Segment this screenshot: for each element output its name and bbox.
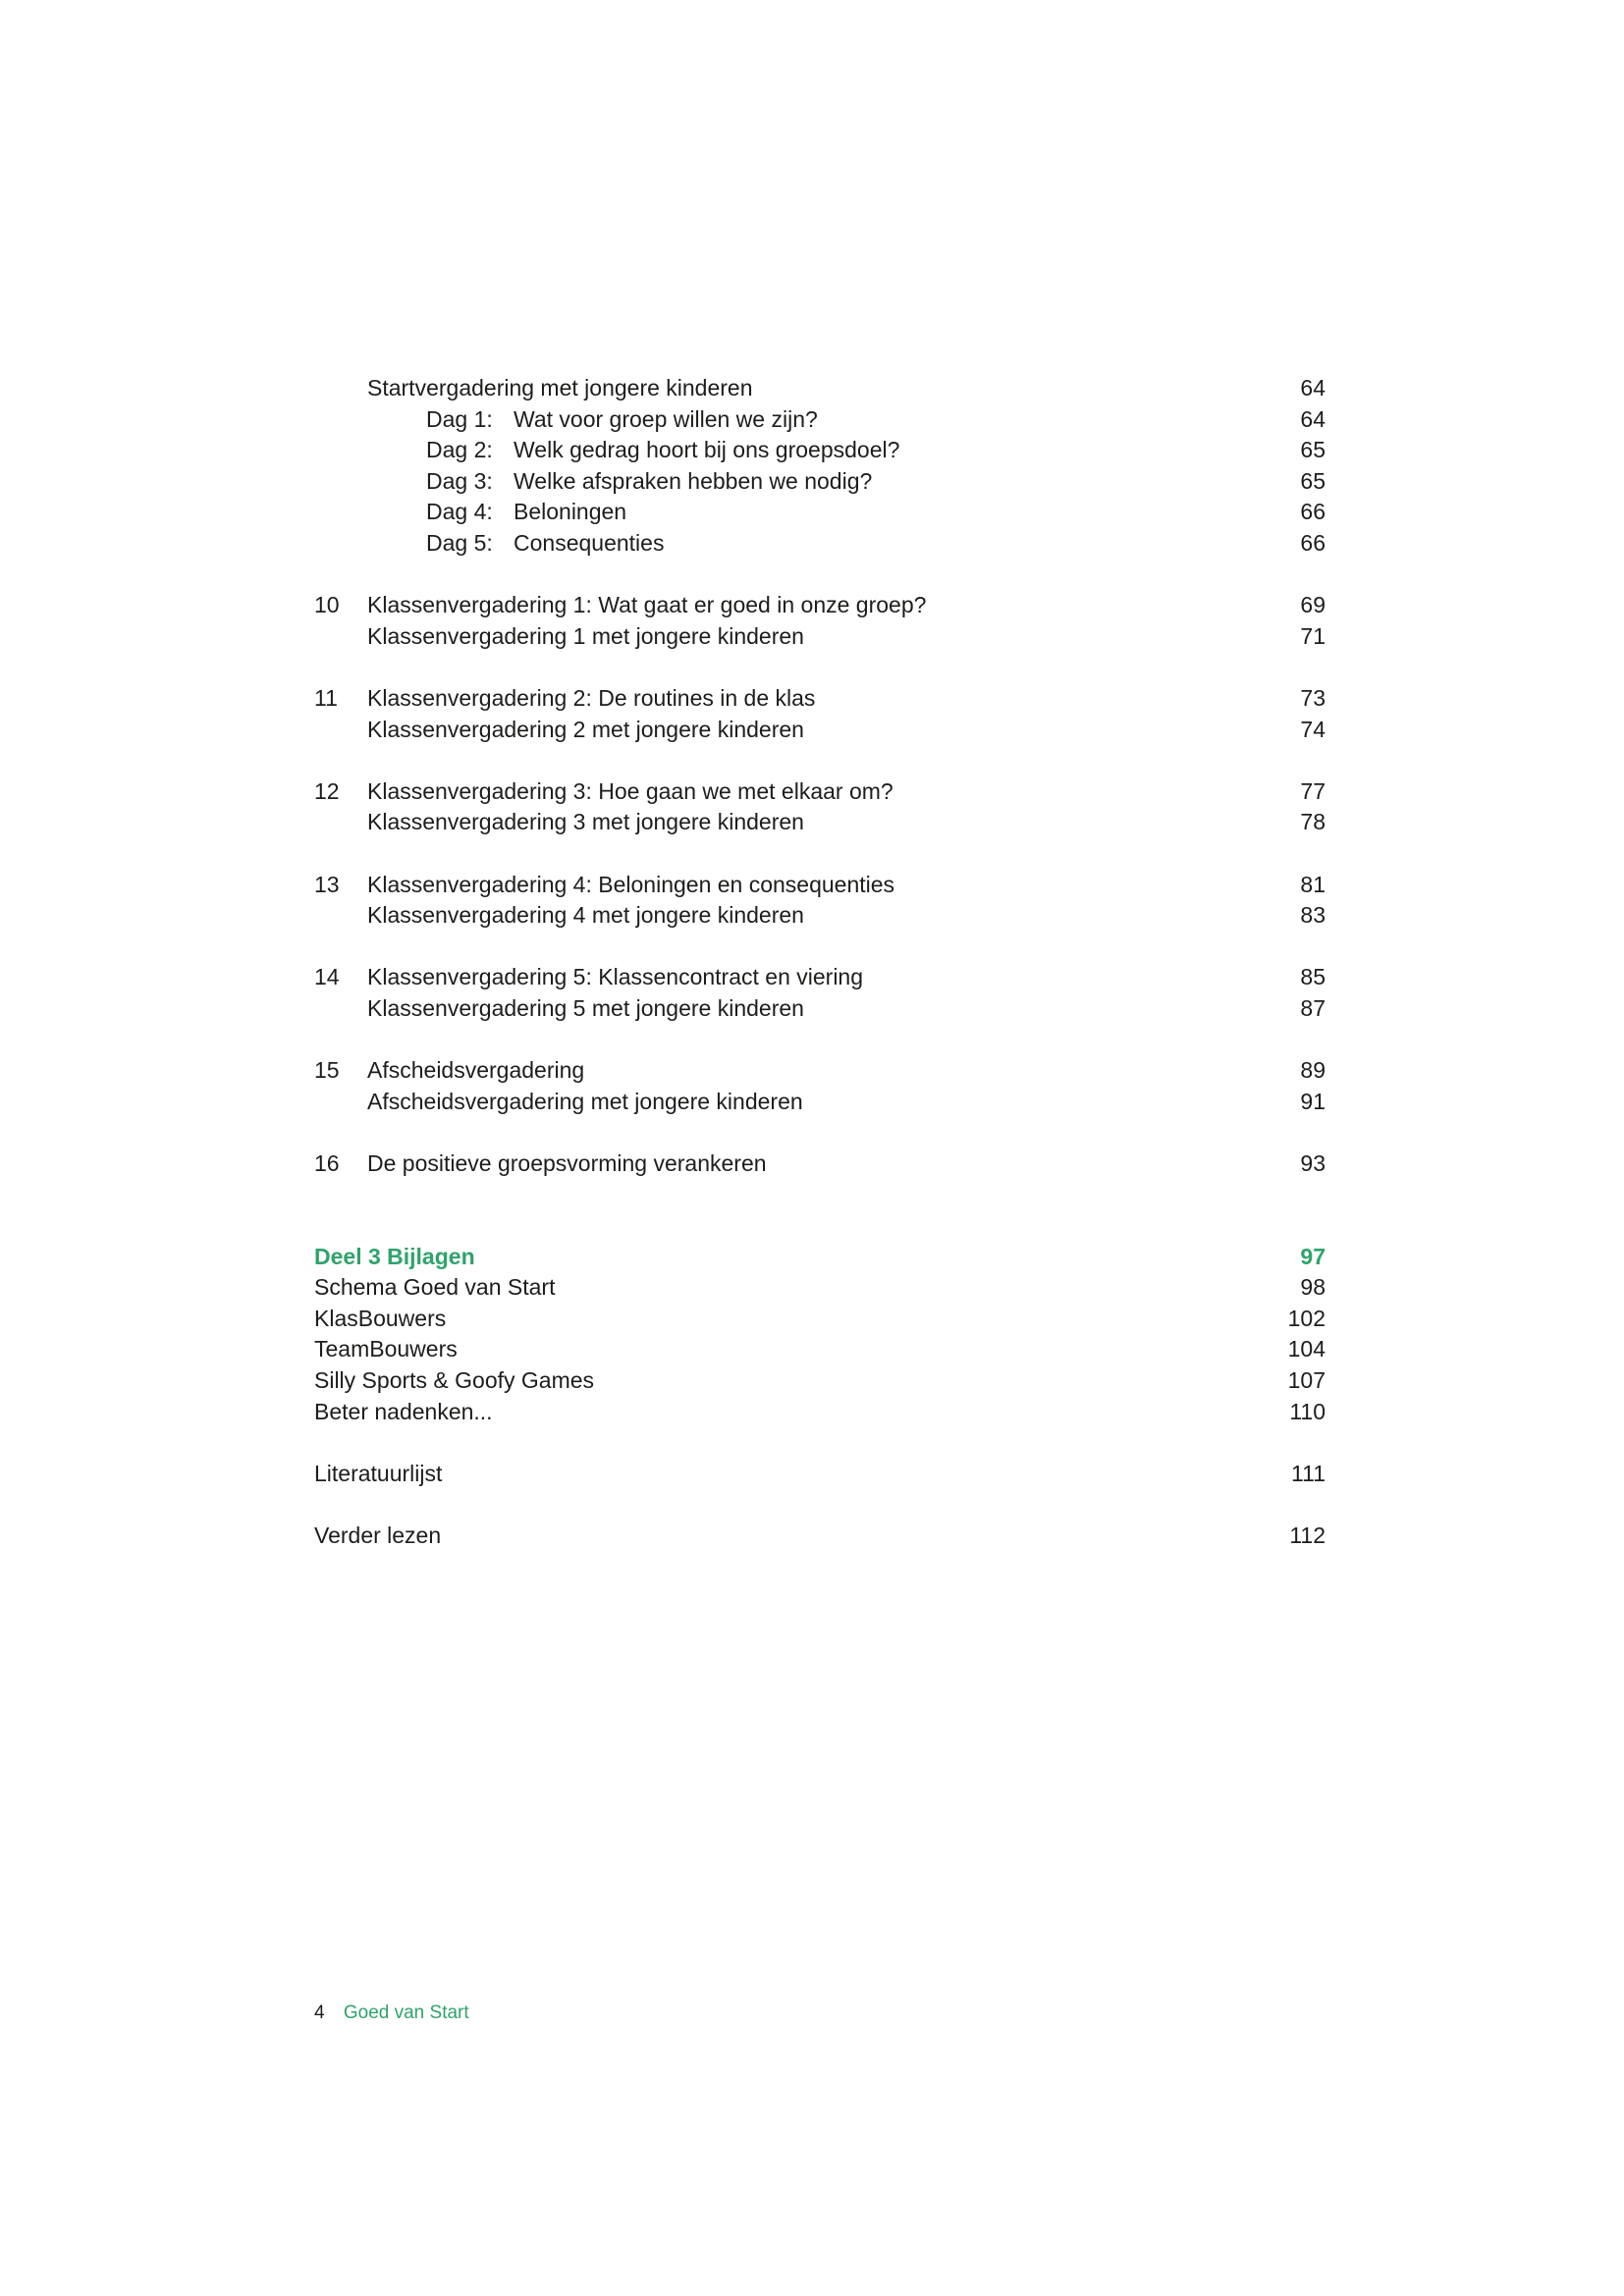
toc-subentry — [314, 621, 1326, 653]
day-label: Dag 1: — [426, 405, 493, 432]
chapter-title: Klassenvergadering 2: De routines in de klas — [367, 684, 816, 711]
toc-day-entry — [314, 466, 1326, 498]
toc-entry-page: 64 — [1300, 375, 1326, 400]
toc-part-heading — [314, 1242, 1326, 1273]
chapter-title: Klassenvergadering 4: Beloningen en consequenties — [367, 871, 895, 897]
subentry-title: Afscheidsvergadering met jongere kinderen — [367, 1088, 803, 1114]
toc-appendix — [314, 1334, 1326, 1365]
chapter-number: 16 — [314, 1149, 340, 1176]
footer-book-title: Goed van Start — [343, 2002, 469, 2023]
subentry-title: Klassenvergadering 4 met jongere kinderen — [367, 902, 804, 929]
toc-appendix — [314, 1304, 1326, 1335]
day-title: Welk gedrag hoort bij ons groepsdoel? — [514, 437, 900, 463]
toc-entry-page: 65 — [1300, 437, 1326, 463]
toc-entry-page: 102 — [1287, 1305, 1326, 1331]
toc-appendix — [314, 1365, 1326, 1397]
toc-subentry — [314, 715, 1326, 746]
toc-entry-page: 71 — [1300, 622, 1326, 649]
subentry-title: Klassenvergadering 1 met jongere kinderen — [367, 622, 804, 649]
toc-chapter — [314, 870, 1326, 901]
toc-day-entry — [314, 528, 1326, 560]
chapter-number: 11 — [314, 684, 338, 711]
toc-entry-page: 66 — [1300, 499, 1326, 525]
toc-entry-page: 74 — [1300, 716, 1326, 742]
toc-day-entry — [314, 404, 1326, 436]
further-reading-title: Verder lezen — [314, 1522, 442, 1548]
toc-chapter — [314, 962, 1326, 993]
chapter-title: Klassenvergadering 3: Hoe gaan we met elkaar om? — [367, 777, 893, 804]
toc-entry-page: 65 — [1300, 467, 1326, 494]
toc-subentry — [314, 900, 1326, 932]
toc-chapter — [314, 590, 1326, 621]
toc-subentry — [314, 1087, 1326, 1118]
appendix-title: Schema Goed van Start — [314, 1274, 556, 1301]
day-title: Consequenties — [514, 529, 665, 556]
appendix-title: TeamBouwers — [314, 1336, 458, 1362]
toc-entry-page: 83 — [1300, 902, 1326, 929]
appendix-title: Silly Sports & Goofy Games — [314, 1367, 595, 1393]
toc-entry-page: 89 — [1300, 1057, 1326, 1084]
toc-entry-title: Startvergadering met jongere kinderen — [367, 375, 753, 400]
toc-entry-page: 66 — [1300, 529, 1326, 556]
toc-entry-page: 91 — [1300, 1088, 1326, 1114]
toc-chapter — [314, 1148, 1326, 1180]
subentry-title: Klassenvergadering 3 met jongere kinderen — [367, 809, 804, 835]
toc-entry-page: 64 — [1300, 405, 1326, 432]
toc-subentry — [314, 807, 1326, 838]
toc-appendix — [314, 1397, 1326, 1428]
toc-day-entry — [314, 497, 1326, 528]
subentry-title: Klassenvergadering 2 met jongere kinderen — [367, 716, 804, 742]
toc-chapter — [314, 683, 1326, 715]
literature-title: Literatuurlijst — [314, 1460, 443, 1486]
toc-literature — [314, 1459, 1326, 1490]
day-label: Dag 2: — [426, 437, 493, 463]
appendix-title: KlasBouwers — [314, 1305, 447, 1331]
toc-entry-page: 78 — [1300, 809, 1326, 835]
toc-chapter — [314, 1055, 1326, 1087]
toc-entry — [314, 373, 1326, 404]
toc-entry-page: 110 — [1289, 1398, 1326, 1424]
chapter-number: 10 — [314, 592, 340, 618]
toc-entry-page: 81 — [1300, 871, 1326, 897]
day-label: Dag 4: — [426, 499, 493, 525]
day-label: Dag 3: — [426, 467, 493, 494]
chapter-title: Afscheidsvergadering — [367, 1057, 585, 1084]
toc-further-reading — [314, 1521, 1326, 1552]
toc-entry-page: 107 — [1287, 1367, 1326, 1393]
footer-page-number: 4 — [314, 2002, 325, 2023]
toc-chapter — [314, 776, 1326, 808]
chapter-number: 12 — [314, 777, 340, 804]
toc-entry-page: 73 — [1300, 684, 1326, 711]
chapter-number: 13 — [314, 871, 340, 897]
toc-appendix — [314, 1272, 1326, 1304]
day-title: Welke afspraken hebben we nodig? — [514, 467, 873, 494]
toc-entry-page: 97 — [1300, 1243, 1326, 1269]
toc-entry-page: 77 — [1300, 777, 1326, 804]
toc-entry-page: 111 — [1291, 1460, 1326, 1486]
part-title: Deel 3 Bijlagen — [314, 1243, 475, 1269]
toc-entry-page: 98 — [1300, 1274, 1326, 1301]
toc-subentry — [314, 993, 1326, 1025]
page-footer — [314, 2002, 469, 2024]
day-title: Beloningen — [514, 499, 627, 525]
toc-entry-page: 69 — [1300, 592, 1326, 618]
chapter-number: 14 — [314, 964, 340, 990]
toc-entry-page: 93 — [1300, 1149, 1326, 1176]
day-label: Dag 5: — [426, 529, 493, 556]
day-title: Wat voor groep willen we zijn? — [514, 405, 818, 432]
chapter-title: De positieve groepsvorming verankeren — [367, 1149, 767, 1176]
toc-day-entry — [314, 435, 1326, 466]
toc-entry-page: 85 — [1300, 964, 1326, 990]
chapter-title: Klassenvergadering 1: Wat gaat er goed in onze groep? — [367, 592, 927, 618]
appendix-title: Beter nadenken... — [314, 1398, 493, 1424]
toc-entry-page: 87 — [1300, 994, 1326, 1021]
chapter-title: Klassenvergadering 5: Klassencontract en viering — [367, 964, 864, 990]
toc-entry-page: 112 — [1289, 1522, 1326, 1548]
subentry-title: Klassenvergadering 5 met jongere kinderen — [367, 994, 804, 1021]
table-of-contents — [314, 373, 1326, 1552]
chapter-number: 15 — [314, 1057, 340, 1084]
toc-entry-page: 104 — [1287, 1336, 1326, 1362]
